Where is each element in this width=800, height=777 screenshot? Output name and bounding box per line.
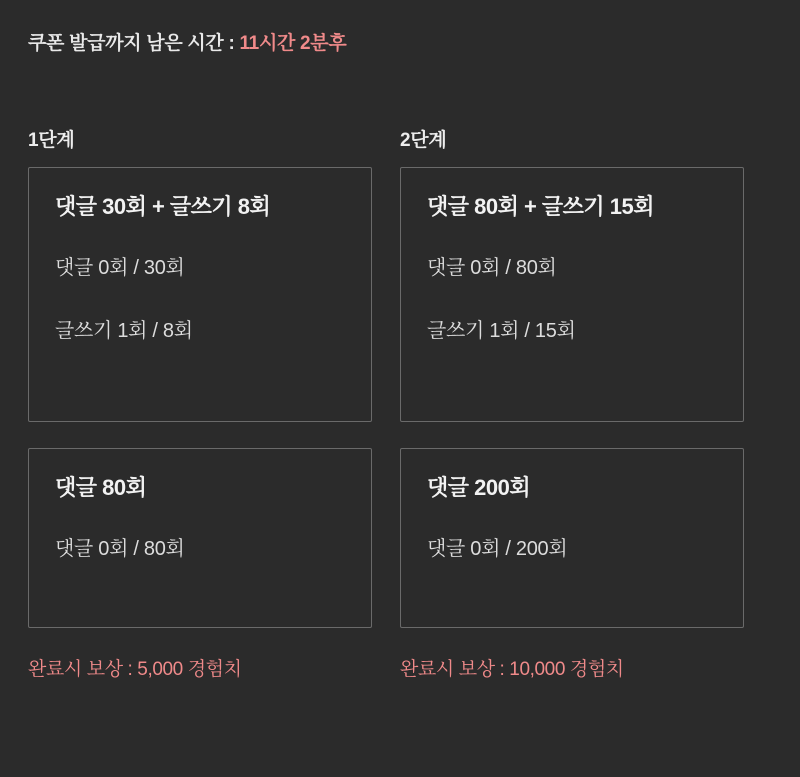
mission-progress-line: 댓글 0회 / 80회 [55, 538, 185, 560]
mission-card[interactable] [28, 167, 372, 422]
mission-card-title: 댓글 80회 [55, 475, 147, 500]
coupon-timer-value: 11시간 2분후 [239, 33, 347, 54]
mission-card-title: 댓글 80회 + 글쓰기 15회 [427, 194, 655, 219]
mission-progress-line: 글쓰기 1회 / 15회 [427, 320, 576, 342]
coupon-timer [28, 0, 772, 55]
mission-progress-line: 댓글 0회 / 30회 [55, 257, 185, 279]
stage-column-2 [400, 125, 744, 681]
mission-card[interactable] [400, 448, 744, 628]
mission-card-title: 댓글 200회 [427, 475, 531, 500]
mission-card[interactable] [28, 448, 372, 628]
stage-label-1: 1단계 [28, 130, 75, 151]
stage-reward-1: 완료시 보상 : 5,000 경험치 [28, 659, 242, 680]
stage-column-1 [28, 125, 372, 681]
stage-label-2: 2단계 [400, 130, 447, 151]
mission-card-title: 댓글 30회 + 글쓰기 8회 [55, 194, 271, 219]
mission-progress-line: 댓글 0회 / 200회 [427, 538, 568, 560]
mission-progress-line: 댓글 0회 / 80회 [427, 257, 557, 279]
mission-progress-line: 글쓰기 1회 / 8회 [55, 320, 193, 342]
stage-columns [28, 125, 772, 681]
mission-card[interactable] [400, 167, 744, 422]
stage-reward-2: 완료시 보상 : 10,000 경험치 [400, 659, 624, 680]
coupon-timer-label: 쿠폰 발급까지 남은 시간 : [28, 33, 240, 54]
